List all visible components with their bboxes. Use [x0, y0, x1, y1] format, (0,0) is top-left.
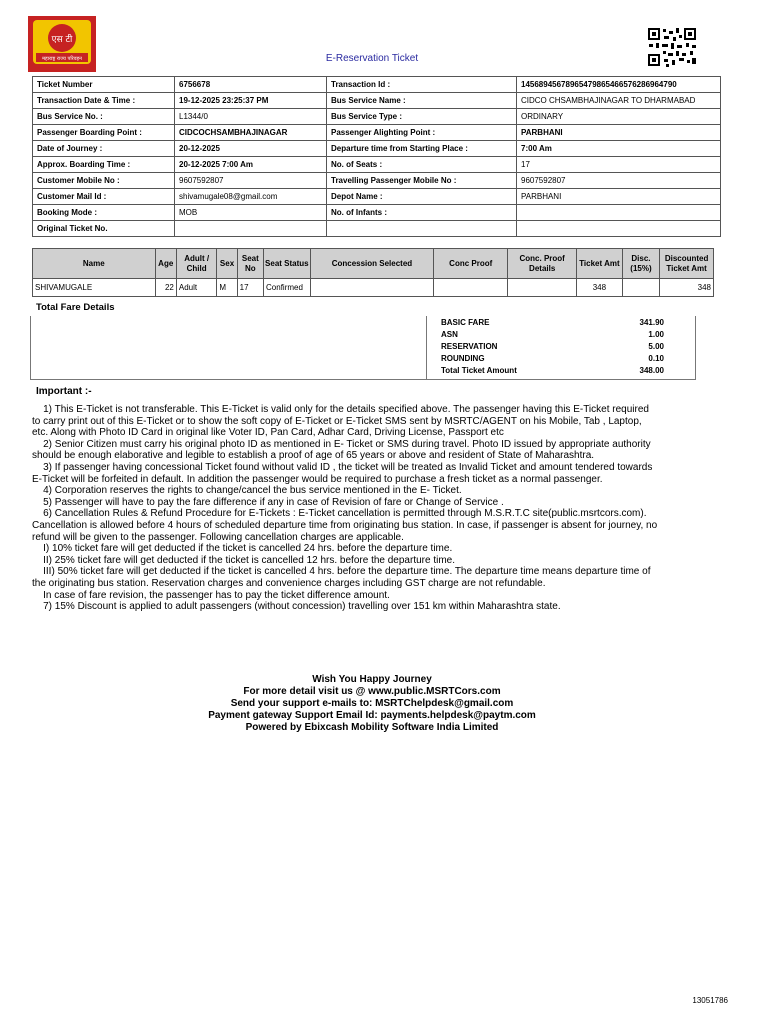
table-cell: 348 [577, 279, 623, 297]
info-value [175, 221, 327, 237]
table-cell [310, 279, 434, 297]
info-value: MOB [175, 205, 327, 221]
info-label: Passenger Boarding Point : [33, 125, 175, 141]
passenger-table [32, 248, 714, 297]
info-value: L1344/0 [175, 109, 327, 125]
term-item: 4) Corporation reserves the rights to change/cancel the bus service mentioned in the E- Ticket. [32, 485, 462, 497]
fare-value: 348.00 [639, 366, 664, 375]
info-value: CIDCO CHSAMBHAJINAGAR TO DHARMABAD [517, 93, 721, 109]
column-header: Name [33, 249, 156, 279]
fare-label: ROUNDING [441, 354, 485, 363]
term-item: II) 25% ticket fare will get deducted if the ticket is cancelled 12 hrs. before the departure time. [32, 554, 456, 566]
table-cell: Adult [176, 279, 217, 297]
fare-row [441, 366, 664, 375]
table-cell: Confirmed [264, 279, 311, 297]
info-row [33, 205, 721, 221]
ticket-info-table [32, 76, 721, 237]
fare-row [441, 330, 664, 339]
fare-divider [426, 316, 427, 379]
info-label: Bus Service Name : [327, 93, 517, 109]
fare-label: Total Ticket Amount [441, 366, 517, 375]
info-label: Transaction Id : [327, 77, 517, 93]
footer-line[interactable]: For more detail visit us @ www.public.MSRTCors.com [243, 686, 501, 697]
footer-line[interactable]: Send your support e-mails to: MSRTChelpdesk@gmail.com [230, 698, 514, 709]
table-cell: 22 [155, 279, 176, 297]
table-cell: SHIVAMUGALE [33, 279, 156, 297]
info-row [33, 221, 721, 237]
fare-value: 1.00 [648, 330, 664, 339]
info-label: Customer Mobile No : [33, 173, 175, 189]
info-row [33, 157, 721, 173]
term-item: 5) Passenger will have to pay the fare difference if any in case of Revision of fare or Change of Service . [32, 496, 504, 508]
fare-value: 0.10 [648, 354, 664, 363]
column-header: Disc. (15%) [622, 249, 659, 279]
info-value: ORDINARY [517, 109, 721, 125]
info-label [327, 221, 517, 237]
info-value: 20-12-2025 [175, 141, 327, 157]
info-value: shivamugale08@gmail.com [175, 189, 327, 205]
svg-text:महाराष्ट्र राज्य परिवहन: महाराष्ट्र राज्य परिवहन [42, 56, 82, 62]
info-value: 17 [517, 157, 721, 173]
info-label: Booking Mode : [33, 205, 175, 221]
column-header: Discounted Ticket Amt [660, 249, 714, 279]
term-item: 2) Senior Citizen must carry his original photo ID as mentioned in E- Ticket or SMS during travel. Photo ID issued by appropriate authority should be enough elaborative and legible to establish a proof of age of 65 years or above and resident of State of Maharashtra. [32, 438, 654, 462]
term-item: 3) If passenger having concessional Ticket found without valid ID , the ticket will be treated as Invalid Ticket and amount tendered towards E-Ticket will be forfeited in default. In addition the passenger would be required to purchase a fresh ticket as a normal passenger. [32, 461, 656, 485]
info-value: PARBHANI [517, 125, 721, 141]
footer-line: Wish You Happy Journey [312, 674, 432, 685]
info-row [33, 77, 721, 93]
info-label: No. of Seats : [327, 157, 517, 173]
info-row [33, 173, 721, 189]
info-value: CIDCOCHSAMBHAJINAGAR [175, 125, 327, 141]
info-label: Bus Service Type : [327, 109, 517, 125]
column-header: Age [155, 249, 176, 279]
column-header: Sex [217, 249, 237, 279]
fare-label: BASIC FARE [441, 318, 490, 327]
info-label: Date of Journey : [33, 141, 175, 157]
footer-line: Powered by Ebixcash Mobility Software India Limited [245, 722, 499, 733]
info-row [33, 125, 721, 141]
info-label: Depot Name : [327, 189, 517, 205]
column-header: Seat Status [264, 249, 311, 279]
column-header: Conc. Proof Details [508, 249, 577, 279]
term-item: I) 10% ticket fare will get deducted if the ticket is cancelled 24 hrs. before the departure time. [32, 543, 453, 555]
info-value: 19-12-2025 23:25:37 PM [175, 93, 327, 109]
table-cell: 17 [237, 279, 263, 297]
table-cell: M [217, 279, 237, 297]
info-value [517, 205, 721, 221]
info-label: Departure time from Starting Place : [327, 141, 517, 157]
info-label: Transaction Date & Time : [33, 93, 175, 109]
ticket-title: E-Reservation Ticket [325, 53, 419, 64]
info-label: Original Ticket No. [33, 221, 175, 237]
term-item: In case of fare revision, the passenger has to pay the ticket difference amount. [32, 589, 390, 601]
info-value: 145689456789654798654665762869647​90 [517, 77, 721, 93]
info-label: Approx. Boarding Time : [33, 157, 175, 173]
info-row [33, 189, 721, 205]
info-label: Bus Service No. : [33, 109, 175, 125]
info-value: 9607592807 [517, 173, 721, 189]
info-label: Customer Mail Id : [33, 189, 175, 205]
fare-value: 5.00 [648, 342, 664, 351]
fare-label: RESERVATION [441, 342, 498, 351]
info-row [33, 93, 721, 109]
info-value: PARBHANI [517, 189, 721, 205]
info-label: Ticket Number [33, 77, 175, 93]
info-label: Travelling Passenger Mobile No : [327, 173, 517, 189]
column-header: Concession Selected [310, 249, 434, 279]
term-item: 7) 15% Discount is applied to adult passengers (without concession) travelling over 151 km within Maharashtra state. [32, 601, 561, 613]
fare-row [441, 342, 664, 351]
svg-text:एस टी: एस टी [51, 35, 73, 45]
info-row [33, 109, 721, 125]
table-row [33, 279, 714, 297]
info-label: Passenger Alighting Point : [327, 125, 517, 141]
total-fare-title: Total Fare Details [36, 302, 115, 313]
column-header: Adult / Child [176, 249, 217, 279]
column-header: Conc Proof [434, 249, 508, 279]
info-value: 7:00 Am [517, 141, 721, 157]
fare-row [441, 318, 664, 327]
term-item: III) 50% ticket fare will get deducted if the ticket is cancelled 4 hrs. before the departure time. The departure time means departure time of the originating bus station. Reservation charges and convenience charges including GST charge are not refundable. [32, 566, 654, 589]
footer-line[interactable]: Payment gateway Support Email Id: payments.helpdesk@paytm.com [208, 710, 536, 721]
table-cell [508, 279, 577, 297]
column-header: Ticket Amt [577, 249, 623, 279]
term-item: 1) This E-Ticket is not transferable. This E-Ticket is valid only for the details specified above. The passenger having this E-Ticket required to carry print out of this E-Ticket or to show the soft copy of E-Ticket or E-Ticket SMS sent by MSRTC/AGENT on his Mobile, Tab , Laptop, etc. Along with Photo ID Card in original like Voter ID, Pan Card, Adhar Card, Driving License, Passport etc [32, 404, 652, 439]
column-header: Seat No [237, 249, 263, 279]
info-value: 20-12-2025 7:00 Am [175, 157, 327, 173]
fare-row [441, 354, 664, 363]
document-number: 13051786 [692, 996, 728, 1005]
term-item: 6) Cancellation Rules & Refund Procedure for E-Tickets : E-Ticket cancellation is permitted through M.S.R.T.C site(public.msrtcors.com). Cancellation is allowed before 4 hours of scheduled departure time from originating bus station. In case, if passenger is absent for journey, no refund will be given to the passenger. Following cancellation charges are applicable. [32, 508, 660, 543]
info-label: No. of Infants : [327, 205, 517, 221]
important-title: Important :- [36, 386, 92, 397]
fare-label: ASN [441, 330, 458, 339]
terms-list [32, 404, 660, 613]
info-value: 9607592807 [175, 173, 327, 189]
info-row [33, 141, 721, 157]
table-cell [622, 279, 659, 297]
info-value [517, 221, 721, 237]
table-cell [434, 279, 508, 297]
table-cell: 348 [660, 279, 714, 297]
fare-value: 341.90 [639, 318, 664, 327]
info-value: 6756678 [175, 77, 327, 93]
